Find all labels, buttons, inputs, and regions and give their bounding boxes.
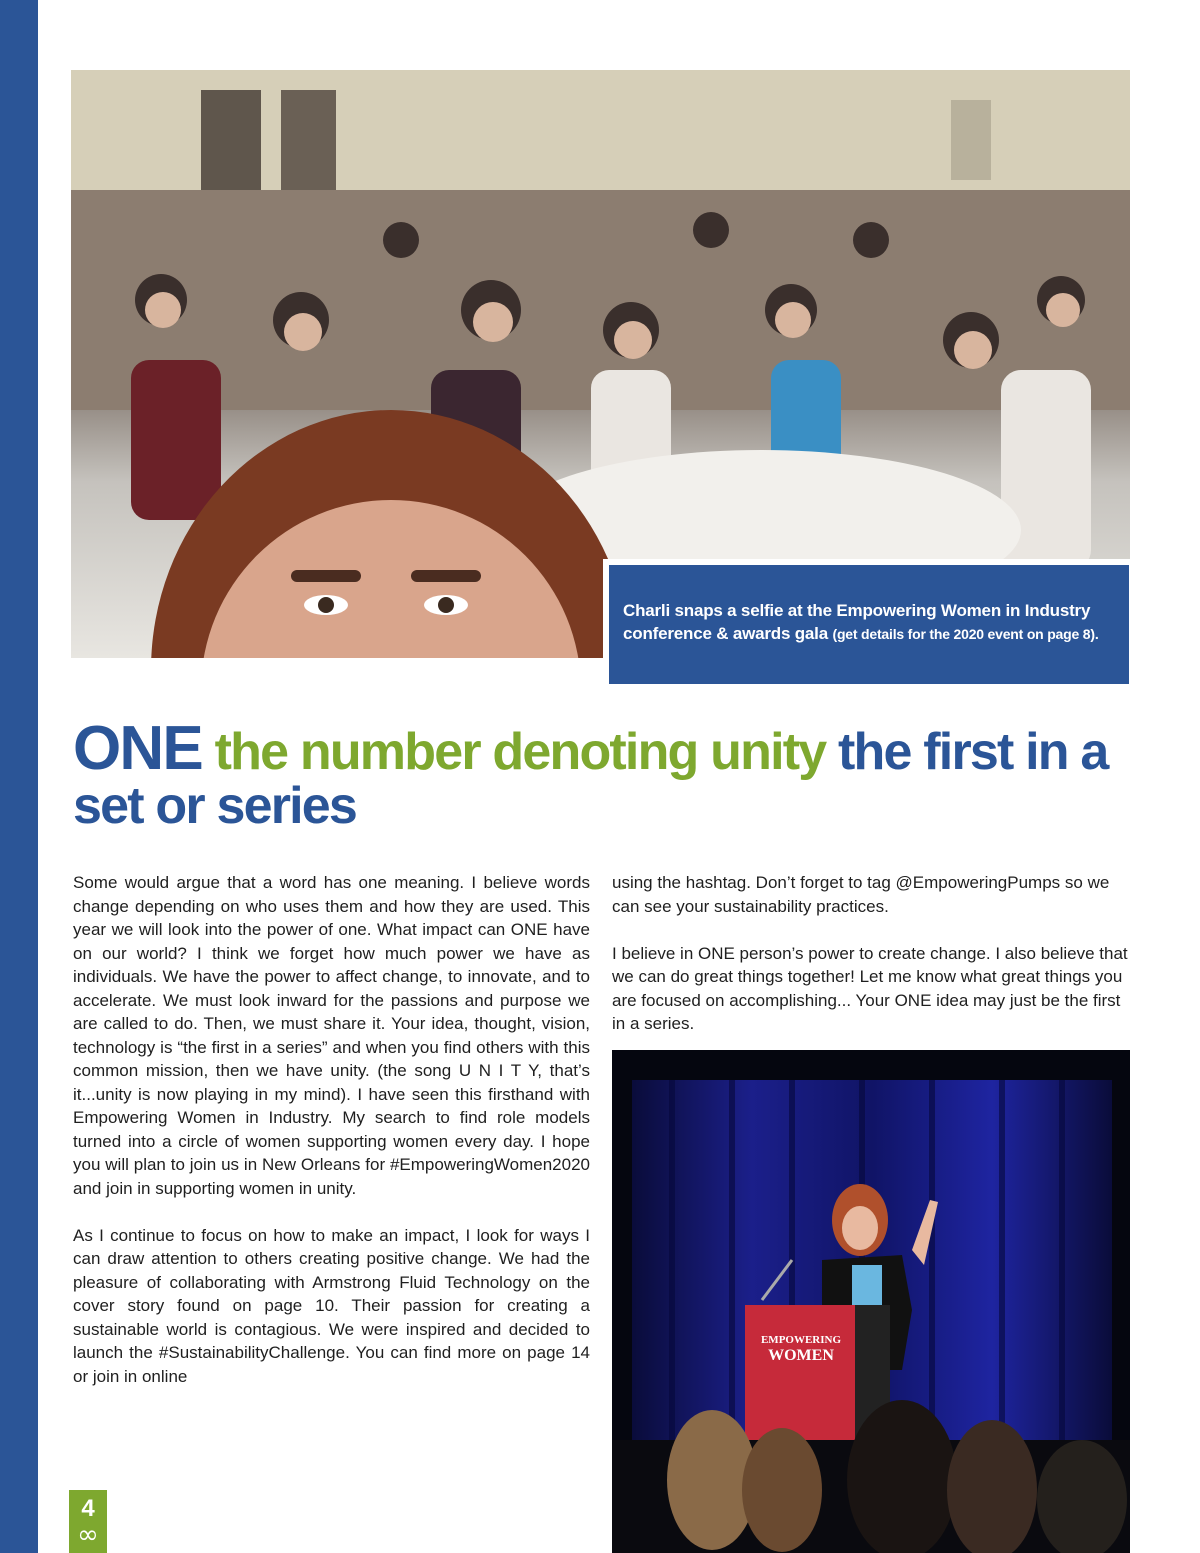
body-paragraph: using the hashtag. Don’t forget to tag @EmpoweringPumps so we can see your sustainability practices. — [612, 873, 1110, 916]
body-paragraph: As I continue to focus on how to make an impact, I look for ways I can draw attention to others creating positive change. We had the pleasure of collaborating with Armstrong Fluid Technology on the cover story found on page 10. Their passion for creating a sustainable world is contagious. We were inspired and decided to launch the #SustainabilityChallenge. You can find more on page 14 or join in online — [73, 1225, 590, 1386]
podium-sign — [752, 1334, 850, 1364]
page-number: 4 — [81, 1495, 95, 1522]
body-column-right — [612, 871, 1130, 1059]
photo-caption-box — [609, 565, 1129, 684]
infinity-icon: ∞ — [77, 1520, 99, 1550]
body-column-left — [73, 871, 590, 1412]
side-bar — [0, 0, 38, 1553]
headline-subtitle: the first in a set or series — [73, 723, 1108, 835]
speaker-photo — [612, 1050, 1130, 1553]
photo-caption — [623, 599, 1117, 646]
headline-word: ONE — [73, 714, 202, 783]
body-paragraph: Some would argue that a word has one meaning. I believe words change depending on who uses them and how they are used. This year we will look into the power of one. What impact can ONE have on our world? I think we forget how much power we have as individuals. We have the power to affect change, to innovate, and to accelerate. We must look inward for the passions and purpose we are called to do. Then, we must share it. Your idea, thought, vision, technology is “the first in a series” and when you find others with this common mission, then we have unity. (the song U N I T Y, that’s it...unity is now playing in my mind). I have seen this firsthand with Empowering Women in Industry. My search to find role models turned into a circle of women supporting women every day. I hope you will plan to join us in New Orleans for #EmpoweringWomen2020 and join in supporting women in unity. — [73, 873, 590, 1198]
caption-note: (get details for the 2020 event on page 8). — [832, 626, 1099, 642]
headline-definition: the number denoting unity — [214, 723, 826, 781]
body-paragraph: I believe in ONE person’s power to create change. I also believe that we can do great things together! Let me know what great things you are focused on accomplishing... Your ONE idea may just be the first in a series. — [612, 943, 1128, 1033]
podium-line-2: WOMEN — [768, 1347, 834, 1364]
page-number-tab — [69, 1490, 107, 1553]
page-headline — [73, 714, 1133, 835]
podium-line-1: EMPOWERING — [760, 1334, 842, 1346]
caption-main: Charli snaps a selfie at the Empowering Women in Industry conference & awards gala — [623, 601, 1091, 643]
